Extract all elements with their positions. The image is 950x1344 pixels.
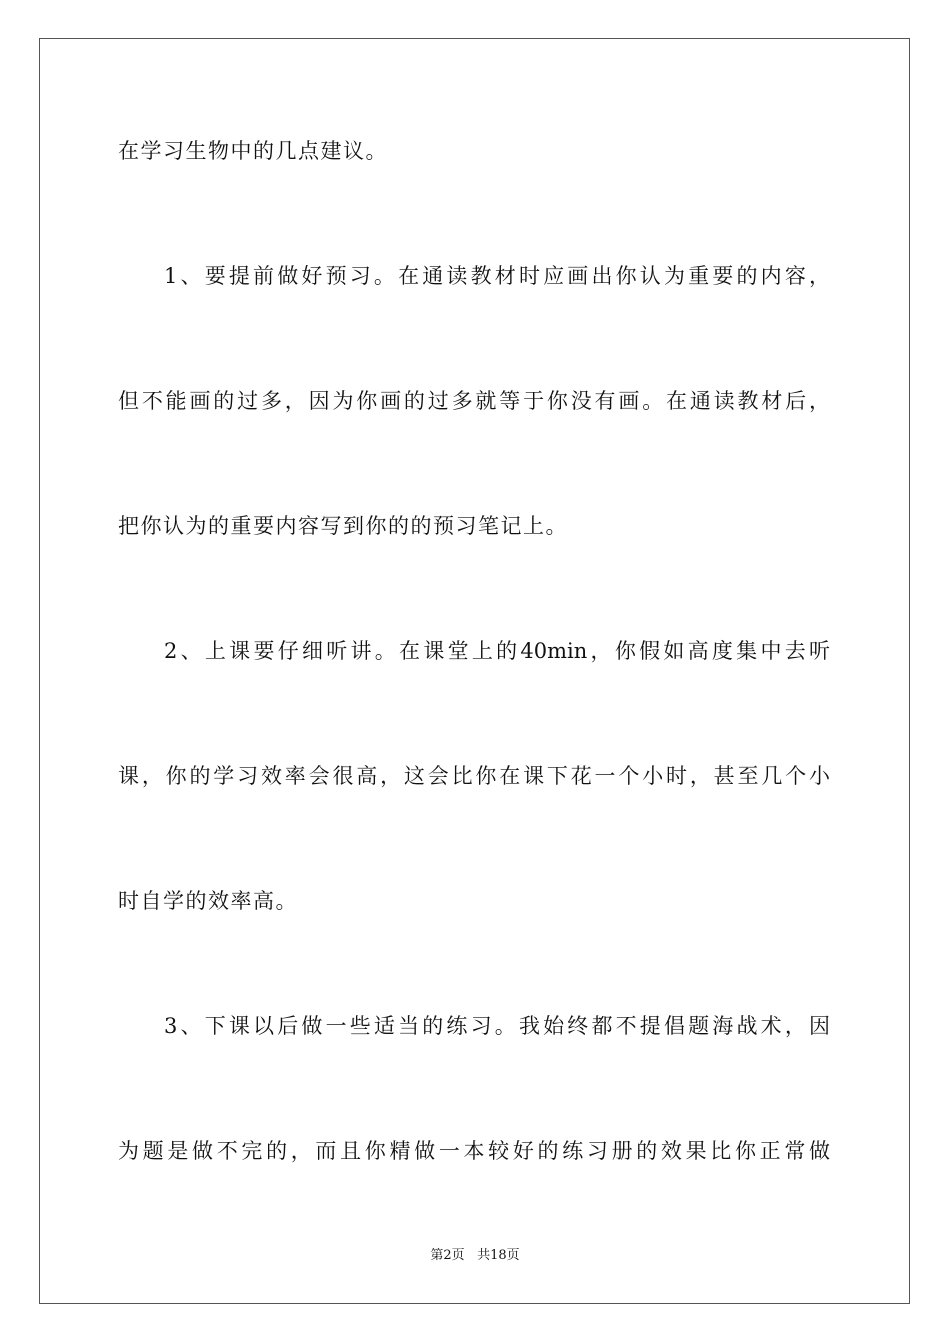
paragraph-line: 3、下课以后做一些适当的练习。我始终都不提倡题海战术，因 — [164, 1014, 830, 1038]
paragraph-line: 把你认为的重要内容写到你的的预习笔记上。 — [118, 514, 568, 538]
page-footer — [0, 1247, 950, 1265]
page-border — [39, 38, 910, 1304]
page-total: 共18页 — [477, 1248, 520, 1263]
paragraph-line: 在学习生物中的几点建议。 — [118, 139, 388, 163]
paragraph-line: 时自学的效率高。 — [118, 889, 298, 913]
paragraph-line: 但不能画的过多，因为你画的过多就等于你没有画。在通读教材后， — [118, 389, 830, 413]
page-number: 第2页 — [430, 1248, 465, 1263]
paragraph-line: 课，你的学习效率会很高，这会比你在课下花一个小时，甚至几个小 — [118, 764, 830, 788]
paragraph-line: 2、上课要仔细听讲。在课堂上的40min，你假如高度集中去听 — [164, 639, 830, 663]
paragraph-line: 1、要提前做好预习。在通读教材时应画出你认为重要的内容， — [164, 264, 830, 288]
paragraph-line: 为题是做不完的，而且你精做一本较好的练习册的效果比你正常做 — [118, 1139, 830, 1163]
